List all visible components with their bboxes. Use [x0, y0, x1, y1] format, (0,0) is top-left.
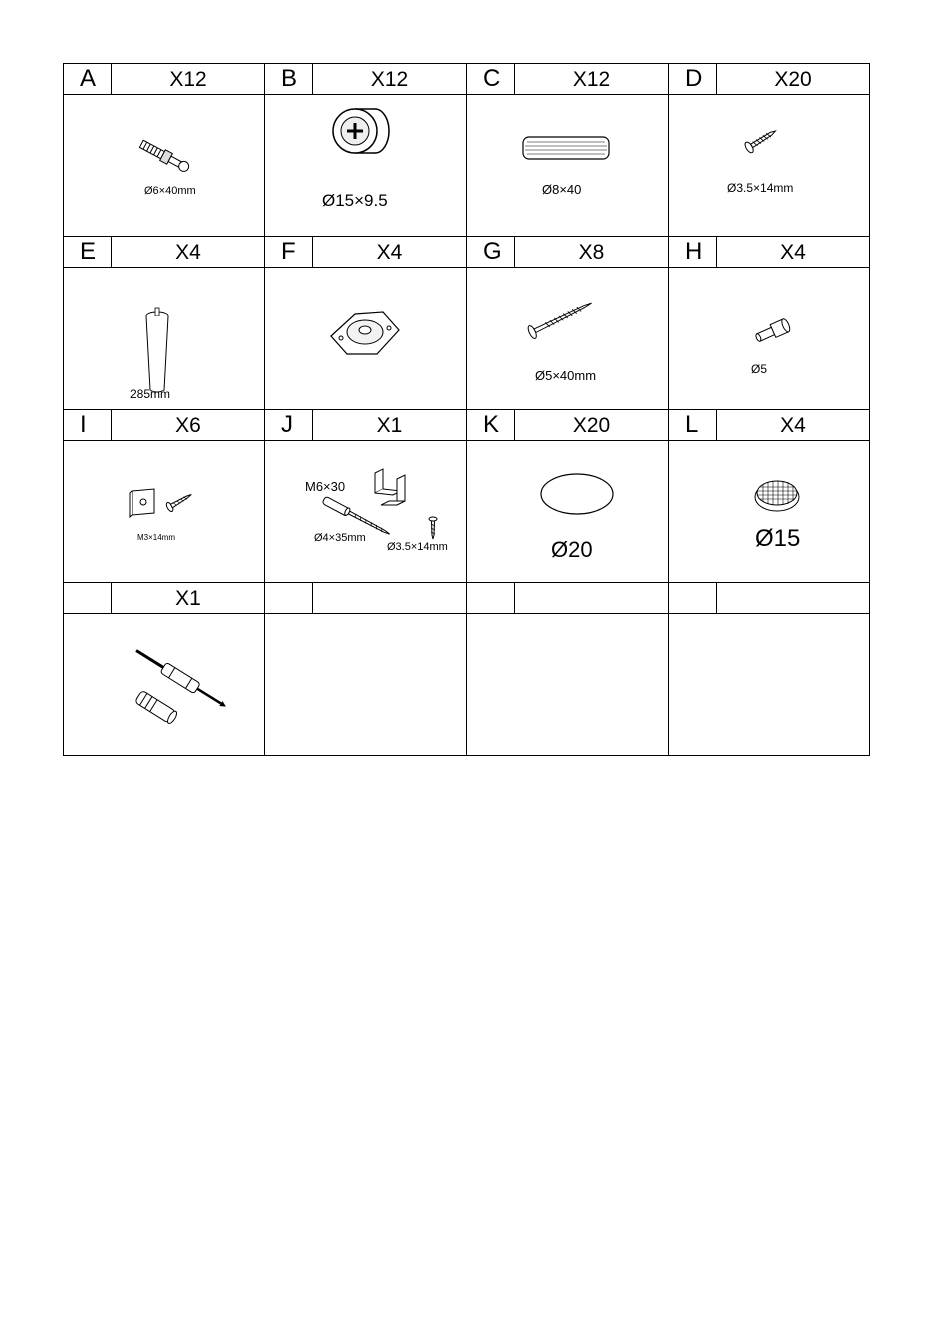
- part-c-cell: [466, 94, 669, 237]
- part-quantity: X12: [169, 68, 207, 91]
- part-quantity: X4: [780, 241, 806, 264]
- wood-screw-icon: [741, 125, 781, 155]
- part-i-cell: [63, 440, 265, 583]
- part-l-cell: [668, 440, 870, 583]
- wooden-dowel-icon: [519, 135, 615, 161]
- part-size-label: Ø4×35mm: [314, 532, 366, 544]
- part-letter: A: [64, 64, 112, 94]
- part-j-header: [264, 409, 467, 441]
- part-i-header: [63, 409, 265, 441]
- part-letter: E: [64, 237, 112, 267]
- part-quantity: [313, 583, 466, 613]
- part-size-label: M3×14mm: [137, 533, 176, 542]
- part-letter: D: [669, 64, 717, 94]
- part-h-header: [668, 236, 870, 268]
- empty-cell: [264, 613, 467, 756]
- part-k-cell: [466, 440, 669, 583]
- part-quantity: X8: [578, 241, 605, 264]
- part-letter: J: [265, 410, 313, 440]
- part-b-header: [264, 63, 467, 95]
- part-g-cell: [466, 267, 669, 410]
- part-letter: L: [669, 410, 717, 440]
- part-quantity: X1: [376, 414, 403, 437]
- part-m-header: [63, 582, 265, 614]
- part-k-header: [466, 409, 669, 441]
- part-e-cell: [63, 267, 265, 410]
- part-c-header: [466, 63, 669, 95]
- part-letter: F: [265, 237, 313, 267]
- part-letter: [467, 583, 515, 613]
- part-f-cell: [264, 267, 467, 410]
- parts-table: [63, 63, 870, 756]
- part-a-header: [63, 63, 265, 95]
- part-b-cell: [264, 94, 467, 237]
- part-size-label: Ø5: [751, 362, 768, 376]
- empty-cell: [466, 613, 669, 756]
- part-quantity: X12: [370, 68, 409, 91]
- part-a-cell: [63, 94, 265, 237]
- furniture-leg-icon: [142, 306, 172, 396]
- empty-cell: [668, 613, 870, 756]
- part-letter: H: [669, 237, 717, 267]
- part-quantity: X20: [774, 68, 812, 91]
- part-m-cell: [63, 613, 265, 756]
- part-l-header: [668, 409, 870, 441]
- part-quantity: X4: [175, 241, 201, 264]
- part-j-cell: [264, 440, 467, 583]
- part-quantity: X6: [175, 414, 201, 437]
- screwdriver-icon: [119, 646, 229, 730]
- part-size-label: 285mm: [130, 387, 171, 401]
- part-g-header: [466, 236, 669, 268]
- cover-cap-icon: [752, 477, 802, 513]
- corner-plate-and-screw-icon: [128, 483, 198, 523]
- part-letter: [64, 583, 112, 613]
- part-letter: [669, 583, 717, 613]
- part-quantity: X4: [376, 241, 403, 264]
- part-size-label: Ø5×40mm: [535, 368, 597, 383]
- part-letter: B: [265, 64, 313, 94]
- part-quantity: [515, 583, 668, 613]
- part-letter: K: [467, 410, 515, 440]
- shelf-pin-icon: [753, 316, 793, 346]
- part-d-header: [668, 63, 870, 95]
- part-letter: G: [467, 237, 515, 267]
- cam-bolt-icon: [136, 137, 196, 177]
- part-size-label: Ø15: [755, 525, 801, 552]
- part-size-label: Ø8×40: [542, 182, 582, 197]
- part-f-header: [264, 236, 467, 268]
- long-screw-icon: [525, 294, 597, 342]
- part-e-header: [63, 236, 265, 268]
- part-quantity: X4: [780, 414, 806, 437]
- part-size-label: Ø15×9.5: [322, 191, 388, 210]
- cam-lock-icon: [335, 101, 395, 161]
- empty-header: [466, 582, 669, 614]
- part-d-cell: [668, 94, 870, 237]
- part-size-label: Ø6×40mm: [144, 185, 196, 197]
- part-size-label: M6×30: [305, 479, 346, 494]
- part-size-label: Ø3.5×14mm: [727, 181, 794, 195]
- part-quantity: X20: [572, 414, 611, 437]
- part-letter: I: [64, 410, 112, 440]
- part-letter: C: [467, 64, 515, 94]
- empty-header: [668, 582, 870, 614]
- part-quantity: X1: [175, 587, 201, 610]
- part-quantity: [717, 583, 869, 613]
- part-size-label: Ø20: [551, 537, 593, 562]
- part-quantity: X12: [572, 68, 611, 91]
- leg-mounting-plate-icon: [327, 308, 403, 358]
- felt-pad-icon: [537, 471, 617, 517]
- part-size-label: Ø3.5×14mm: [387, 541, 448, 553]
- empty-header: [264, 582, 467, 614]
- part-h-cell: [668, 267, 870, 410]
- part-letter: [265, 583, 313, 613]
